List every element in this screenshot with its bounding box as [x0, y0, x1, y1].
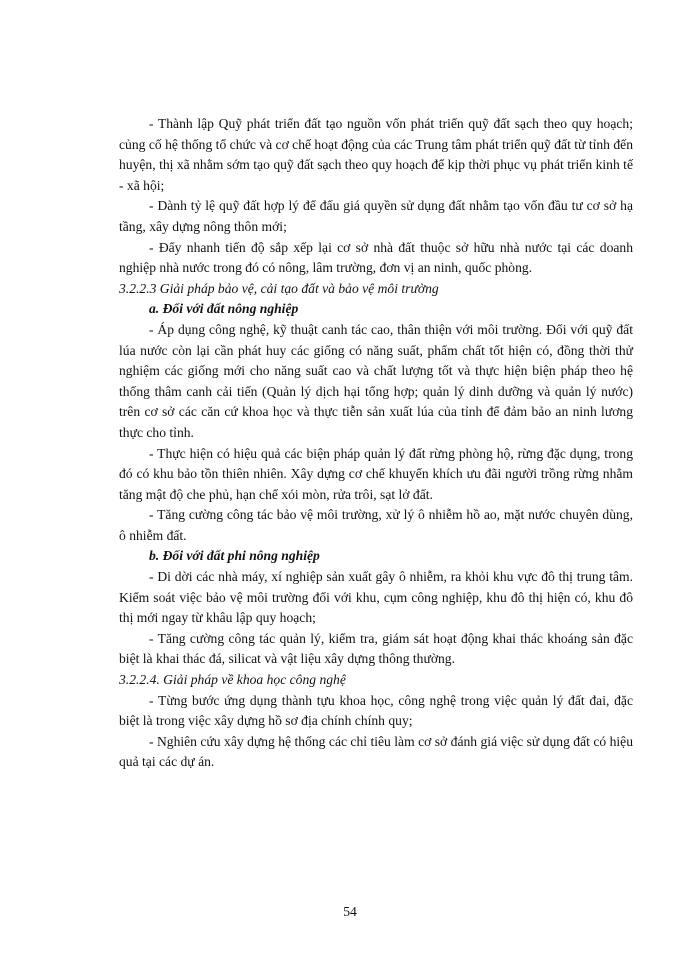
- paragraph: - Tăng cường công tác bảo vệ môi trường, xử lý ô nhiễm hồ ao, mặt nước chuyên dùng, ô nhiễm đất.: [119, 507, 633, 543]
- page-body: [119, 114, 633, 773]
- paragraph: - Thực hiện có hiệu quả các biện pháp quản lý đất rừng phòng hộ, rừng đặc dụng, trong đó có khu bảo tồn thiên nhiên. Xây dựng cơ chế khuyến khích ưu đãi người trồng rừng nhằm tăng mật độ che phủ, hạn chế xói mòn, rửa trôi, sạt lở đất.: [119, 445, 633, 502]
- paragraph: - Dành tỷ lệ quỹ đất hợp lý để đấu giá quyền sử dụng đất nhằm tạo vốn đầu tư cơ sở hạ tầng, xây dựng nông thôn mới;: [119, 198, 633, 234]
- paragraph: - Di dời các nhà máy, xí nghiệp sản xuất gây ô nhiễm, ra khỏi khu vực đô thị trung tâm. Kiểm soát việc bảo vệ môi trường đối với khu, cụm công nghiệp, khu đô thị hiện có, khu đô thị mới ngay từ khâu lập quy hoạch;: [119, 569, 633, 626]
- subheading-agricultural-land: a. Đối với đất nông nghiệp: [149, 301, 299, 317]
- section-heading-3223: 3.2.2.3 Giải pháp bảo vệ, cải tạo đất và bảo vệ môi trường: [119, 280, 439, 296]
- paragraph: - Áp dụng công nghệ, kỹ thuật canh tác cao, thân thiện với môi trường. Đối với quỹ đất lúa nước còn lại cần phát huy các giống có năng suất, phẩm chất tốt hiện có, đồng thời thử nghiệm các giống mới cho năng suất cao và chất lượng tốt và thực hiện biện pháp theo hệ thống thâm canh cải tiến (Quản lý dịch hại tổng hợp; quản lý dinh dưỡng và quản lý nước) trên cơ sở các căn cứ khoa học và thực tiễn sản xuất lúa của tỉnh để đảm bảo an ninh lương thực cho tỉnh.: [119, 321, 633, 440]
- subheading-non-agricultural-land: b. Đối với đất phi nông nghiệp: [149, 548, 320, 564]
- paragraph: - Tăng cường công tác quản lý, kiểm tra, giám sát hoạt động khai thác khoáng sản đặc biệt là khai thác đá, silicat và vật liệu xây dựng thông thường.: [119, 630, 633, 667]
- section-heading-3224: 3.2.2.4. Giải pháp về khoa học công nghệ: [119, 672, 346, 688]
- page-number: 54: [343, 904, 357, 919]
- paragraph: - Từng bước ứng dụng thành tựu khoa học, công nghệ trong việc quản lý đất đai, đặc biệt là trong việc xây dựng hồ sơ địa chính chính quy;: [119, 692, 633, 729]
- paragraph: - Nghiên cứu xây dựng hệ thống các chỉ tiêu làm cơ sở đánh giá việc sử dụng đất có hiệu quả tại các dự án.: [119, 733, 633, 770]
- paragraph: - Đẩy nhanh tiến độ sắp xếp lại cơ sở nhà đất thuộc sở hữu nhà nước tại các doanh nghiệp nhà nước trong đó có nông, lâm trường, đơn vị an ninh, quốc phòng.: [119, 239, 633, 276]
- paragraph: - Thành lập Quỹ phát triển đất tạo nguồn vốn phát triển quỹ đất sạch theo quy hoạch; củng cố hệ thống tổ chức và cơ chế hoạt động của các Trung tâm phát triển quỹ đất từ tỉnh đến huyện, thị xã nhằm sớm tạo quỹ đất sạch theo quy hoạch để kịp thời phục vụ phát triển kinh tế - xã hội;: [119, 116, 633, 193]
